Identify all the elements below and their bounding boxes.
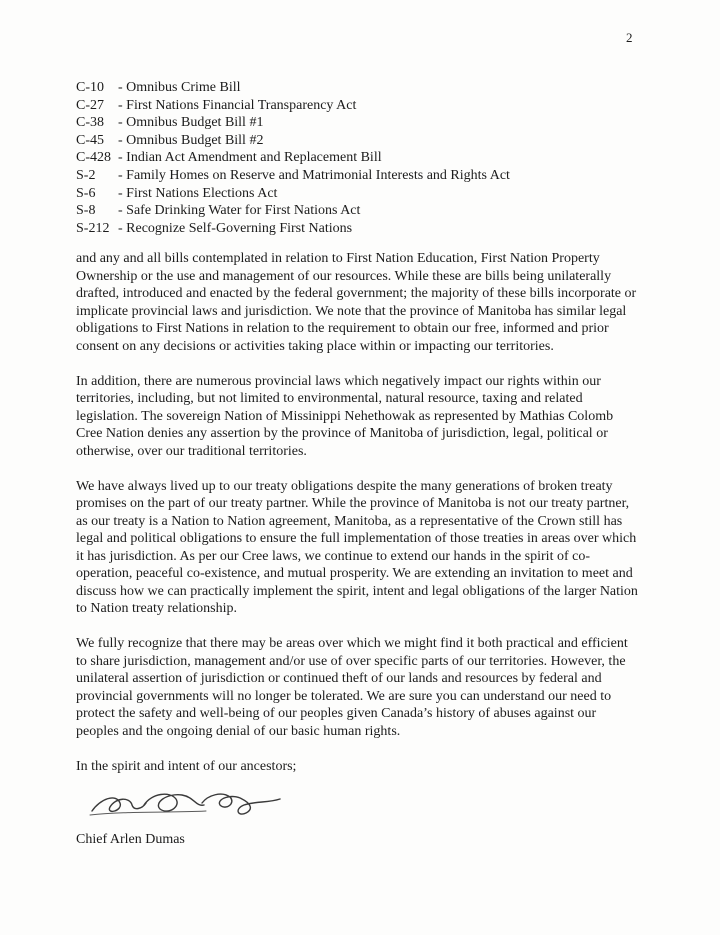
page-number: 2	[626, 30, 633, 45]
bill-code: S-8	[76, 203, 96, 219]
bill-code: C-45	[76, 132, 104, 148]
bill-title: - Recognize Self-Governing First Nations	[118, 220, 353, 236]
bill-title: - Family Homes on Reserve and Matrimonial Interests and Rights Act	[118, 167, 510, 183]
bill-title: - Safe Drinking Water for First Nations Act	[118, 203, 361, 219]
bill-item	[76, 132, 676, 150]
bill-item	[76, 185, 676, 203]
bill-title: - Indian Act Amendment and Replacement Bill	[118, 150, 382, 166]
body-paragraph: We have always lived up to our treaty obligations despite the many generations of broken treaty promises on the part of our treaty partner. While the province of Manitoba is not our treaty partner, as our treaty is a Nation to Nation agreement, Manitoba, as a representative of the Crown still has legal and political obligations to ensure the full implementation of those treaties in areas over which it has jurisdiction. As per our Cree laws, we continue to extend our hands in the spirit of co-operation, peaceful co-existence, and mutual prosperity. We are extending an invitation to meet and discuss how we can practically implement the spirit, intent and legal obligations of the larger Nation to Nation treaty relationship.	[76, 478, 638, 616]
bill-title: - Omnibus Budget Bill #2	[118, 132, 264, 148]
bill-item	[76, 79, 676, 97]
body-paragraph: In addition, there are numerous provincial laws which negatively impact our rights within our territories, including, but not limited to environmental, natural resource, taxing and related legislation. The sovereign Nation of Missinippi Nehethowak as represented by Mathias Colomb Cree Nation denies any assertion by the province of Manitoba of jurisdiction, legal, political or otherwise, over our traditional territories.	[76, 373, 614, 459]
bill-title: - First Nations Financial Transparency Act	[118, 97, 357, 113]
bill-title: - Omnibus Crime Bill	[118, 80, 241, 95]
bill-code: S-2	[76, 167, 96, 183]
bill-code: S-212	[76, 220, 110, 236]
bill-title: - Omnibus Budget Bill #1	[118, 115, 264, 131]
body-paragraph: We fully recognize that there may be areas over which we might find it both practical and efficient to share jurisdiction, management and/or use of over specific parts of our territories. However, the unilateral assertion of jurisdiction or continued theft of our lands and resources by federal and provincial governments will no longer be tolerated. We are sure you can understand our need to protect the safety and well-being of our peoples given Canada’s history of abuses against our peoples and the ongoing denial of our basic human rights.	[76, 636, 628, 739]
bill-item	[76, 202, 676, 220]
bill-item	[76, 97, 676, 115]
bill-item	[76, 149, 676, 167]
body-paragraph: and any and all bills contemplated in relation to First Nation Education, First Nation Property Ownership or the use and management of our resources. While these are bills being unilaterally drafted, introduced and enacted by the federal government; the majority of these bills incorporate or implicate provincial laws and jurisdiction. We note that the province of Manitoba has similar legal obligations to First Nations in relation to the requirement to obtain our free, informed and prior consent on any decisions or activities taking place within or impacting our territories.	[76, 251, 637, 354]
closing-line: In the spirit and intent of our ancestors;	[76, 758, 297, 774]
signer-name: Chief Arlen Dumas	[76, 832, 185, 847]
bill-item	[76, 220, 676, 238]
bill-code: C-428	[76, 150, 111, 166]
bill-item	[76, 114, 676, 132]
bill-item	[76, 167, 676, 185]
bill-title: - First Nations Elections Act	[118, 185, 278, 201]
bill-code: S-6	[76, 185, 96, 201]
bill-code: C-27	[76, 97, 104, 113]
signature-icon	[86, 781, 286, 823]
bill-list	[76, 79, 676, 237]
letter-body	[76, 250, 642, 849]
bill-code: C-10	[76, 80, 104, 95]
bill-code: C-38	[76, 115, 104, 131]
